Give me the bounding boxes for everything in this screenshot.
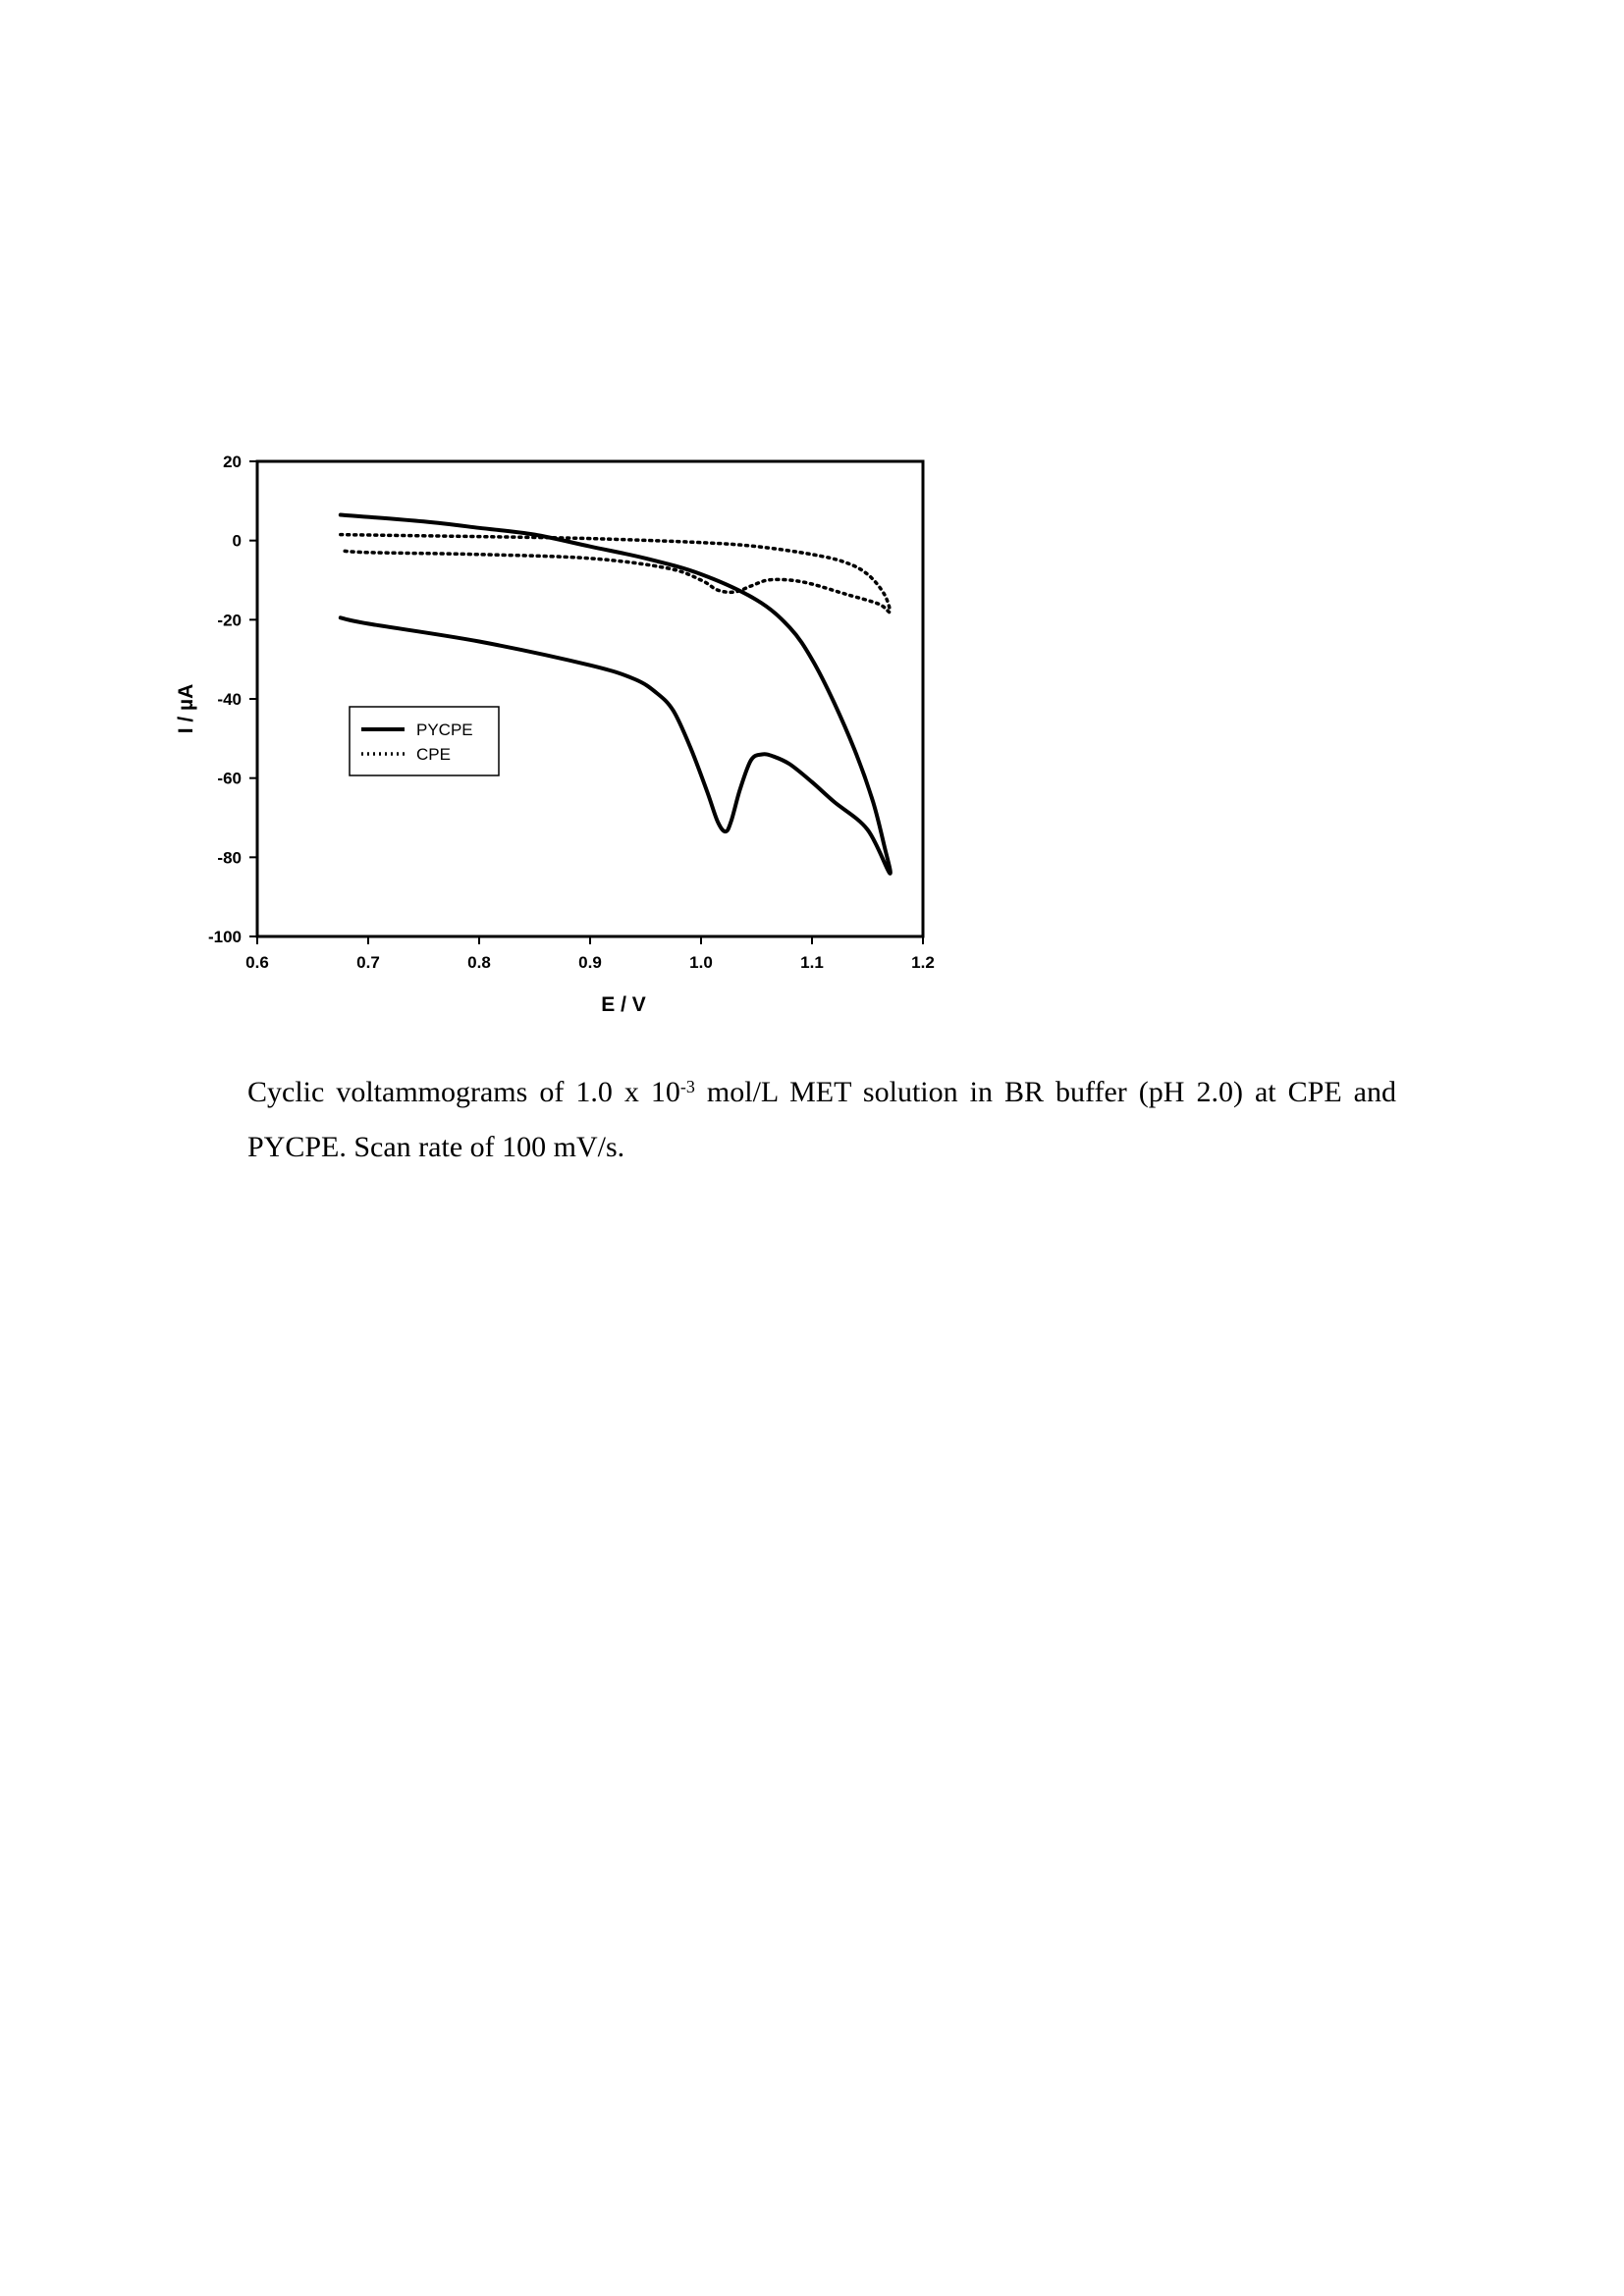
x-axis-ticks <box>245 936 935 972</box>
x-tick-label: 0.9 <box>578 953 602 972</box>
figure-caption <box>247 1065 1396 1175</box>
legend <box>350 707 499 775</box>
y-tick-label: -40 <box>217 690 242 709</box>
series-cpe-line <box>341 535 890 613</box>
series-layer <box>341 515 891 874</box>
legend-label-pycpe: PYCPE <box>416 721 473 739</box>
y-axis-ticks <box>208 453 257 946</box>
x-tick-label: 1.0 <box>689 953 713 972</box>
voltammogram-chart <box>0 0 1624 1080</box>
caption-superscript: -3 <box>679 1077 695 1096</box>
series-pycpe-line <box>341 515 891 874</box>
y-tick-label: -100 <box>207 928 242 946</box>
caption-prefix: Cyclic voltammograms of 1.0 x 10 <box>247 1076 680 1108</box>
legend-box <box>350 707 499 775</box>
y-tick-label: -20 <box>217 611 242 630</box>
y-tick-label: -60 <box>217 769 242 788</box>
x-axis-title: E / V <box>601 993 646 1016</box>
x-tick-label: 1.2 <box>911 953 935 972</box>
x-tick-label: 0.6 <box>245 953 269 972</box>
caption-suffix: mol/L MET solution in BR buffer (pH 2.0) at CPE and PYCPE. Scan rate of 100 mV/s. <box>247 1076 1396 1163</box>
x-tick-label: 1.1 <box>800 953 824 972</box>
y-axis-title: I / µA <box>175 683 197 734</box>
y-tick-label: -80 <box>217 848 242 868</box>
y-tick-label: 20 <box>223 453 242 471</box>
y-tick-label: 0 <box>232 531 242 551</box>
legend-label-cpe: CPE <box>416 745 451 764</box>
x-tick-label: 0.8 <box>467 953 491 972</box>
x-tick-label: 0.7 <box>356 953 380 972</box>
plot-frame <box>257 461 923 936</box>
